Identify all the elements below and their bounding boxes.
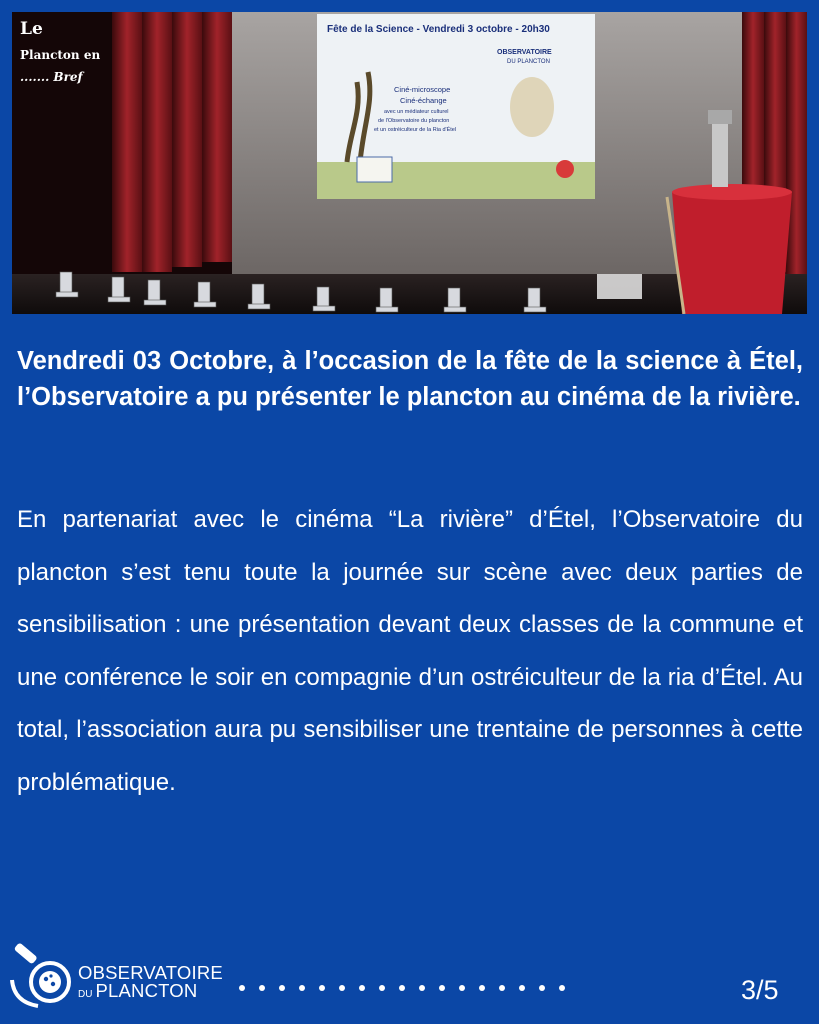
logo-small-du: DU [78, 989, 93, 1000]
series-badge [20, 18, 100, 85]
observatoire-logo [8, 940, 238, 1010]
badge-line-1: Le [20, 19, 43, 39]
logo-line-1: OBSERVATOIRE [78, 962, 223, 983]
body-paragraph: En partenariat avec le cinéma “La rivière” d’Étel, l’Observatoire du plancton s’est tenu toute la journée sur scène avec deux parties de sensibilisation : une présentation devant deux classes de la commune et une conférence le soir en compagnie d’un ostréiculteur de la ria d’Étel. Au total, l’association aura pu sensibiliser une trentaine de personnes à cette problématique. [17, 506, 803, 796]
badge-line-2: Plancton en [20, 47, 101, 62]
slide-line-4: de l'Observatoire du plancton [378, 118, 450, 124]
slide-line-2: Ciné-échange [400, 96, 447, 105]
slide-line-1: Ciné-microscope [394, 85, 451, 94]
lead-paragraph: Vendredi 03 Octobre, à l’occasion de la fête de la science à Étel, l’Observatoire a pu présenter le plancton au cinéma de la rivière. [17, 347, 803, 411]
microscope-logo-icon [8, 940, 78, 1010]
badge-line-3: ....... Bref [20, 70, 83, 85]
logo-line-2: PLANCTON [95, 980, 198, 1001]
left-curtain [112, 12, 232, 272]
slide-brand-top: OBSERVATOIRE [497, 49, 552, 56]
slide-title: Fête de la Science - Vendredi 3 octobre - 20h30 [327, 24, 550, 35]
slide-line-3: avec un médiateur culturel [384, 109, 449, 115]
page-indicator: 3/5 [741, 975, 779, 1005]
slide-brand-bottom: DU PLANCTON [507, 59, 550, 65]
logo-wordmark [78, 964, 223, 1004]
dotted-separator [238, 983, 568, 993]
slide-line-5: et un ostréiculteur de la Ria d'Étel [374, 127, 457, 133]
cinema-stage-illustration [12, 12, 807, 314]
header-photo [12, 12, 807, 314]
projected-slide [317, 14, 595, 199]
